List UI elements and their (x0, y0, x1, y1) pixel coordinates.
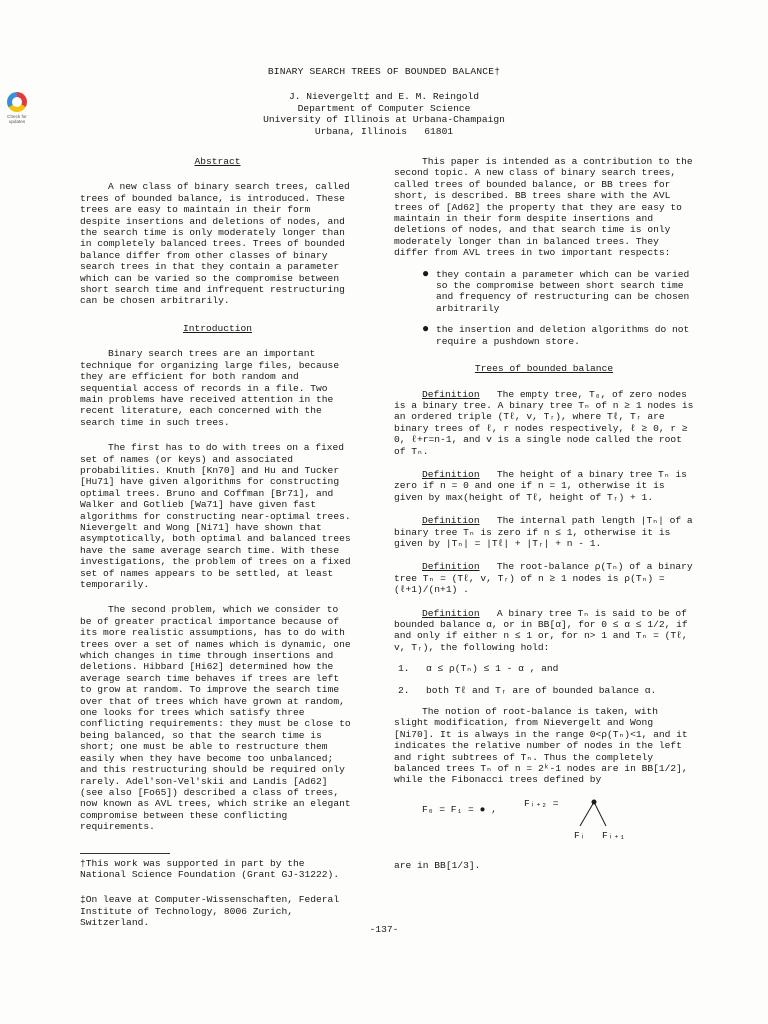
root-balance-paragraph: The notion of root-balance is taken, with slight modification, from Nievergelt and Wong [Ni70]. It is always in the range 0<ρ(Tₙ)<1, and it indicates the relative number of nodes in the left and right subtrees of Tₙ. Thus the completely balanced trees Tₙ of n = 2ᵏ-1 nodes are in BB[1/2], while the Fibonacci trees defined by (394, 706, 688, 786)
bullet-icon: ● (422, 266, 430, 281)
definition-label: Definition (422, 468, 480, 480)
bullet-item-2 (422, 324, 694, 347)
condition-number: 1. (398, 663, 410, 675)
definition-binary-tree (394, 389, 694, 457)
abstract-text: A new class of binary search trees, called trees of bounded balance, is introduced. These trees are easy to maintain in their form despite insertions and deletions of nodes, and the search time is only moderately longer than in completely balanced trees. Trees of bounded balance differ from other classes of binary search trees in that they contain a parameter which can be varied so the compromise between short search time and infrequent restructuring can be chosen arbitrarily. (80, 181, 350, 307)
condition-text: α ≤ ρ(Tₙ) ≤ 1 - α , and (426, 663, 559, 675)
condition-list (394, 663, 694, 696)
definition-text: The internal path length |Tₙ| of a binary tree Tₙ is zero if n ≤ 1, otherwise it is given by |Tₙ| = |Tℓ| + |Tᵣ| + n - 1. (394, 515, 693, 549)
definition-text: The empty tree, T₀, of zero nodes is a binary tree. A binary tree Tₙ of n ≥ 1 nodes is an ordered triple (Tℓ, v, Tᵣ), where Tℓ, Tᵣ are binary trees of ℓ, r nodes respectively, ℓ ≥ 0, r ≥ 0, ℓ+r=n-1, and v is a single node called the root of Tₙ. (394, 388, 694, 457)
left-column (80, 156, 355, 937)
tree-right-edge (594, 802, 606, 826)
section-heading-bb-trees: Trees of bounded balance (474, 363, 614, 375)
fibonacci-definition (394, 796, 694, 852)
fibonacci-recurrence: Fᵢ₊₂ = (524, 797, 559, 809)
definition-text: The root-balance ρ(Tₙ) of a binary tree Tₙ = (Tℓ, v, Tᵣ) of n ≥ 1 nodes is ρ(Tₙ) = (ℓ+1)/(n+1) . (394, 561, 693, 596)
intro-paragraph-1: Binary search trees are an important technique for organizing large files, because they are efficient for both random and sequential access of records in a file. Two main problems have received attention in the recent literature, each concerned with the search time in such trees. (80, 348, 340, 428)
author-city: Urbana, Illinois 61801 (314, 125, 454, 137)
intro-paragraph-3: The second problem, which we consider to be of greater practical importance because of its more realistic assumptions, has to do with trees over a set of names which is dynamic, one which changes in time through insertions and deletions. Hibbard [Hi62] determined how the average search time behaves if trees are left to grow at random. To improve the search time over that of trees which have grown at random, one looks for trees which satisfy three conflicting requirements: they must be close to being balanced, so that the search time is short; one must be able to restructure them easily when they have become too unbalanced; and this restructuring should be required only rarely. Adel'son-Vel'skii and Landis [Ad62] (see also [Fo65]) described a class of trees, now known as AVL trees, which strike an elegant compromise between these conflicting requirements. (80, 604, 351, 833)
condition-number: 2. (398, 684, 410, 696)
definition-path-length (394, 515, 694, 549)
badge-text: Check for updates (7, 114, 27, 124)
footnote-1: †This work was supported in part by the National Science Foundation (Grant GJ-31222). (80, 857, 340, 880)
definition-text: A binary tree Tₙ is said to be of bounded balance α, or in BB[α], for 0 ≤ α ≤ 1/2, if and only if either n ≤ 1 or, for n> 1 and Tₙ = (Tℓ, v, Tᵣ), the following hold: (394, 607, 688, 653)
definition-label: Definition (422, 607, 480, 619)
footnote-divider (80, 853, 170, 854)
condition-item-2 (394, 685, 694, 696)
paper-authors: J. Nievergelt‡ and E. M. Reingold (289, 91, 479, 103)
fibonacci-left-subtree: Fᵢ (574, 829, 586, 841)
bullet-icon: ● (422, 322, 430, 337)
bullet-text-1: they contain a parameter which can be varied so the compromise between short search time and frequency of restructuring can be chosen arbitrarily (436, 268, 690, 314)
definition-height (394, 469, 694, 503)
definition-root-balance (394, 561, 694, 595)
definition-bounded-balance (394, 608, 694, 654)
condition-item-1 (394, 663, 694, 674)
definition-label: Definition (422, 561, 480, 573)
intro-paragraph-2: The first has to do with trees on a fixed set of names (or keys) and associated probabilities. Knuth [Kn70] and Hu and Tucker [Hu71] have given algorithms for constructing optimal trees. Bruno and Coffman [Br71], and Walker and Gotlieb [Wa71] have given fast algorithms for constructing near-optimal trees. Nievergelt and Wong [Ni71] have shown that asymptotically, both optimal and balanced trees have the same average search time. With these investigations, the problem of trees on a fixed set of names appears to be settled, at least temporarily. (80, 442, 351, 590)
author-university: University of Illinois at Urbana-Champaign (263, 114, 505, 126)
introduction-heading: Introduction (182, 322, 253, 334)
page-number: -137- (369, 924, 399, 935)
definition-label: Definition (422, 388, 480, 400)
definition-label: Definition (422, 515, 480, 527)
tree-left-edge (580, 802, 594, 826)
right-column (394, 156, 694, 871)
paper-title: BINARY SEARCH TREES OF BOUNDED BALANCE† (267, 66, 501, 77)
footnote-2: ‡On leave at Computer-Wissenschaften, Federal Institute of Technology, 8006 Zurich, Switzerland. (80, 894, 340, 929)
condition-text: both Tℓ and Tᵣ are of bounded balance α. (426, 684, 657, 696)
bullet-item-1 (422, 266, 694, 315)
paper-header (0, 66, 768, 137)
definition-text: The height of a binary tree Tₙ is zero if n = 0 and one if n = 1, otherwise it is given by max(height of Tℓ, height of Tᵣ) + 1. (394, 468, 687, 503)
author-department: Department of Computer Science (297, 102, 471, 114)
abstract-heading: Abstract (194, 156, 241, 167)
bullet-text-2: the insertion and deletion algorithms do not require a pushdown store. (436, 324, 690, 347)
contribution-paragraph: This paper is intended as a contribution to the second topic. A new class of binary search trees, called trees of bounded balance, or BB trees for short, is described. BB trees share with the AVL trees of [Ad62] the property that they are easy to maintain in their form despite insertions and deletions of nodes, and that search time is only moderately longer than in balanced trees. They differ from AVL trees in two important respects: (394, 156, 693, 259)
fibonacci-right-subtree: Fᵢ₊₁ (602, 829, 626, 841)
fibonacci-base-case: F₀ = F₁ = ● , (422, 803, 497, 815)
fibonacci-conclusion: are in BB[1/3]. (394, 859, 481, 871)
